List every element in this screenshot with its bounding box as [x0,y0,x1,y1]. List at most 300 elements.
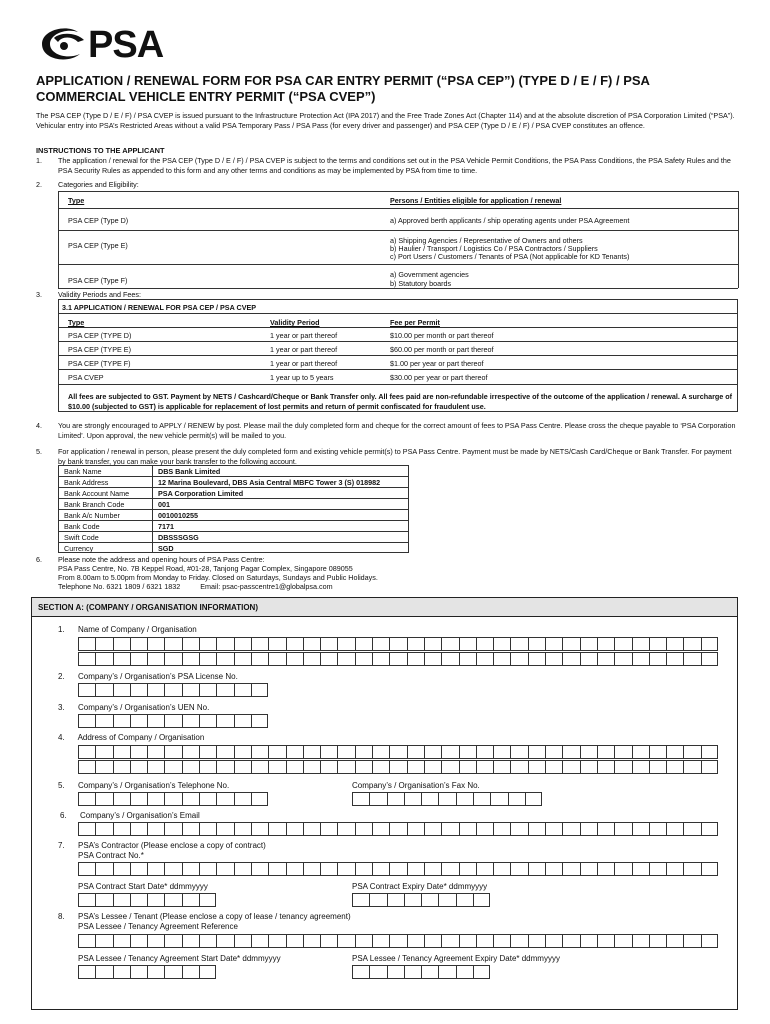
char-box[interactable] [649,745,666,759]
char-box[interactable] [216,745,233,759]
char-box[interactable] [182,822,199,836]
char-box[interactable] [130,714,147,728]
char-box[interactable] [182,652,199,666]
char-box[interactable] [352,792,369,806]
char-box[interactable] [441,822,458,836]
char-box[interactable] [580,862,597,876]
char-box[interactable] [199,714,216,728]
char-box[interactable] [147,683,164,697]
char-box[interactable] [649,652,666,666]
char-box[interactable] [369,792,386,806]
char-box[interactable] [320,934,337,948]
char-box[interactable] [286,652,303,666]
char-box[interactable] [199,683,216,697]
char-box[interactable] [234,637,251,651]
char-box[interactable] [438,965,455,979]
char-box[interactable] [303,934,320,948]
char-box[interactable] [493,760,510,774]
char-box[interactable] [164,822,181,836]
char-box[interactable] [182,714,199,728]
char-box[interactable] [528,760,545,774]
char-box[interactable] [164,862,181,876]
char-box[interactable] [387,792,404,806]
char-box[interactable] [562,760,579,774]
email-input[interactable] [78,822,718,836]
char-box[interactable] [473,792,490,806]
char-box[interactable] [251,683,268,697]
char-box[interactable] [95,934,112,948]
char-box[interactable] [182,760,199,774]
char-box[interactable] [234,822,251,836]
char-box[interactable] [632,637,649,651]
char-box[interactable] [510,822,527,836]
address-input-row-1[interactable] [78,745,718,759]
uen-no-input[interactable] [78,714,268,728]
char-box[interactable] [459,745,476,759]
char-box[interactable] [113,822,130,836]
char-box[interactable] [251,760,268,774]
char-box[interactable] [95,792,112,806]
char-box[interactable] [199,965,216,979]
char-box[interactable] [320,745,337,759]
char-box[interactable] [545,862,562,876]
char-box[interactable] [476,760,493,774]
char-box[interactable] [421,893,438,907]
char-box[interactable] [476,652,493,666]
char-box[interactable] [95,652,112,666]
char-box[interactable] [372,637,389,651]
lessee-expiry-input[interactable] [352,965,490,979]
char-box[interactable] [441,637,458,651]
char-box[interactable] [424,652,441,666]
char-box[interactable] [147,893,164,907]
char-box[interactable] [78,683,95,697]
char-box[interactable] [701,652,718,666]
char-box[interactable] [130,893,147,907]
char-box[interactable] [95,714,112,728]
char-box[interactable] [545,637,562,651]
char-box[interactable] [459,822,476,836]
char-box[interactable] [597,637,614,651]
char-box[interactable] [424,637,441,651]
char-box[interactable] [234,934,251,948]
char-box[interactable] [355,934,372,948]
char-box[interactable] [216,934,233,948]
char-box[interactable] [404,893,421,907]
char-box[interactable] [632,822,649,836]
char-box[interactable] [456,792,473,806]
char-box[interactable] [632,760,649,774]
char-box[interactable] [113,745,130,759]
char-box[interactable] [268,760,285,774]
char-box[interactable] [459,637,476,651]
char-box[interactable] [508,792,525,806]
char-box[interactable] [683,637,700,651]
char-box[interactable] [614,652,631,666]
char-box[interactable] [355,652,372,666]
char-box[interactable] [545,652,562,666]
char-box[interactable] [597,862,614,876]
char-box[interactable] [199,862,216,876]
char-box[interactable] [632,862,649,876]
char-box[interactable] [459,934,476,948]
char-box[interactable] [632,652,649,666]
char-box[interactable] [251,822,268,836]
char-box[interactable] [147,965,164,979]
char-box[interactable] [130,652,147,666]
char-box[interactable] [147,862,164,876]
char-box[interactable] [545,934,562,948]
char-box[interactable] [182,745,199,759]
char-box[interactable] [666,934,683,948]
char-box[interactable] [320,637,337,651]
char-box[interactable] [355,862,372,876]
char-box[interactable] [95,822,112,836]
char-box[interactable] [389,637,406,651]
char-box[interactable] [303,745,320,759]
char-box[interactable] [632,934,649,948]
char-box[interactable] [614,745,631,759]
char-box[interactable] [268,637,285,651]
char-box[interactable] [562,745,579,759]
char-box[interactable] [421,792,438,806]
char-box[interactable] [182,965,199,979]
char-box[interactable] [424,934,441,948]
char-box[interactable] [95,862,112,876]
char-box[interactable] [199,822,216,836]
char-box[interactable] [490,792,507,806]
char-box[interactable] [337,760,354,774]
char-box[interactable] [130,822,147,836]
char-box[interactable] [528,934,545,948]
char-box[interactable] [407,760,424,774]
char-box[interactable] [147,760,164,774]
char-box[interactable] [369,893,386,907]
char-box[interactable] [147,637,164,651]
char-box[interactable] [113,683,130,697]
char-box[interactable] [528,822,545,836]
char-box[interactable] [286,934,303,948]
lessee-start-input[interactable] [78,965,216,979]
char-box[interactable] [268,652,285,666]
char-box[interactable] [95,745,112,759]
char-box[interactable] [580,760,597,774]
char-box[interactable] [493,637,510,651]
char-box[interactable] [424,862,441,876]
char-box[interactable] [216,822,233,836]
char-box[interactable] [421,965,438,979]
char-box[interactable] [320,862,337,876]
char-box[interactable] [407,822,424,836]
char-box[interactable] [666,862,683,876]
char-box[interactable] [147,714,164,728]
char-box[interactable] [580,652,597,666]
char-box[interactable] [78,893,95,907]
char-box[interactable] [562,652,579,666]
char-box[interactable] [387,965,404,979]
char-box[interactable] [303,652,320,666]
char-box[interactable] [683,760,700,774]
char-box[interactable] [389,652,406,666]
char-box[interactable] [164,683,181,697]
char-box[interactable] [614,637,631,651]
char-box[interactable] [95,637,112,651]
char-box[interactable] [268,745,285,759]
char-box[interactable] [251,652,268,666]
char-box[interactable] [130,760,147,774]
char-box[interactable] [473,893,490,907]
char-box[interactable] [320,760,337,774]
char-box[interactable] [78,862,95,876]
char-box[interactable] [78,792,95,806]
char-box[interactable] [666,745,683,759]
char-box[interactable] [164,965,181,979]
char-box[interactable] [493,934,510,948]
char-box[interactable] [701,760,718,774]
address-input-row-2[interactable] [78,760,718,774]
char-box[interactable] [649,862,666,876]
char-box[interactable] [234,760,251,774]
char-box[interactable] [372,934,389,948]
char-box[interactable] [597,652,614,666]
char-box[interactable] [234,683,251,697]
company-name-input-row-2[interactable] [78,652,718,666]
char-box[interactable] [78,934,95,948]
char-box[interactable] [597,934,614,948]
char-box[interactable] [234,862,251,876]
char-box[interactable] [216,714,233,728]
char-box[interactable] [95,965,112,979]
char-box[interactable] [580,822,597,836]
char-box[interactable] [251,637,268,651]
char-box[interactable] [234,652,251,666]
char-box[interactable] [78,652,95,666]
char-box[interactable] [355,822,372,836]
char-box[interactable] [182,934,199,948]
char-box[interactable] [407,934,424,948]
char-box[interactable] [545,822,562,836]
char-box[interactable] [683,652,700,666]
char-box[interactable] [389,760,406,774]
char-box[interactable] [580,637,597,651]
char-box[interactable] [130,745,147,759]
contract-no-input[interactable] [78,862,718,876]
char-box[interactable] [372,652,389,666]
char-box[interactable] [701,822,718,836]
char-box[interactable] [369,965,386,979]
char-box[interactable] [441,760,458,774]
char-box[interactable] [562,934,579,948]
char-box[interactable] [597,745,614,759]
char-box[interactable] [164,714,181,728]
char-box[interactable] [441,934,458,948]
char-box[interactable] [389,822,406,836]
char-box[interactable] [510,652,527,666]
char-box[interactable] [164,745,181,759]
char-box[interactable] [649,637,666,651]
char-box[interactable] [404,792,421,806]
char-box[interactable] [424,760,441,774]
char-box[interactable] [199,934,216,948]
char-box[interactable] [562,862,579,876]
char-box[interactable] [286,760,303,774]
char-box[interactable] [580,745,597,759]
char-box[interactable] [545,760,562,774]
char-box[interactable] [268,862,285,876]
char-box[interactable] [476,934,493,948]
char-box[interactable] [303,637,320,651]
char-box[interactable] [199,760,216,774]
char-box[interactable] [632,745,649,759]
char-box[interactable] [268,822,285,836]
char-box[interactable] [251,714,268,728]
char-box[interactable] [337,637,354,651]
char-box[interactable] [372,822,389,836]
char-box[interactable] [389,745,406,759]
char-box[interactable] [303,760,320,774]
char-box[interactable] [614,822,631,836]
char-box[interactable] [130,792,147,806]
char-box[interactable] [78,822,95,836]
char-box[interactable] [286,862,303,876]
char-box[interactable] [78,637,95,651]
char-box[interactable] [182,893,199,907]
char-box[interactable] [683,934,700,948]
char-box[interactable] [251,792,268,806]
char-box[interactable] [234,745,251,759]
license-no-input[interactable] [78,683,268,697]
char-box[interactable] [130,683,147,697]
char-box[interactable] [147,822,164,836]
char-box[interactable] [476,822,493,836]
char-box[interactable] [441,862,458,876]
char-box[interactable] [216,760,233,774]
char-box[interactable] [701,745,718,759]
char-box[interactable] [320,822,337,836]
char-box[interactable] [372,745,389,759]
char-box[interactable] [510,745,527,759]
char-box[interactable] [476,745,493,759]
char-box[interactable] [701,934,718,948]
char-box[interactable] [199,652,216,666]
char-box[interactable] [407,862,424,876]
contract-expiry-input[interactable] [352,893,490,907]
char-box[interactable] [95,893,112,907]
char-box[interactable] [580,934,597,948]
char-box[interactable] [337,822,354,836]
char-box[interactable] [701,862,718,876]
char-box[interactable] [216,683,233,697]
char-box[interactable] [493,822,510,836]
char-box[interactable] [510,862,527,876]
char-box[interactable] [164,760,181,774]
char-box[interactable] [649,760,666,774]
char-box[interactable] [113,652,130,666]
char-box[interactable] [113,792,130,806]
char-box[interactable] [649,934,666,948]
char-box[interactable] [528,637,545,651]
char-box[interactable] [614,934,631,948]
char-box[interactable] [701,637,718,651]
char-box[interactable] [355,637,372,651]
char-box[interactable] [286,822,303,836]
char-box[interactable] [389,934,406,948]
char-box[interactable] [545,745,562,759]
char-box[interactable] [562,637,579,651]
char-box[interactable] [597,760,614,774]
char-box[interactable] [78,965,95,979]
char-box[interactable] [441,745,458,759]
char-box[interactable] [130,862,147,876]
char-box[interactable] [473,965,490,979]
char-box[interactable] [493,745,510,759]
char-box[interactable] [216,862,233,876]
char-box[interactable] [493,652,510,666]
char-box[interactable] [164,934,181,948]
char-box[interactable] [147,745,164,759]
char-box[interactable] [251,745,268,759]
char-box[interactable] [597,822,614,836]
char-box[interactable] [147,934,164,948]
char-box[interactable] [130,637,147,651]
company-name-input-row-1[interactable] [78,637,718,651]
char-box[interactable] [355,760,372,774]
char-box[interactable] [528,745,545,759]
char-box[interactable] [510,934,527,948]
char-box[interactable] [216,652,233,666]
char-box[interactable] [441,652,458,666]
char-box[interactable] [424,822,441,836]
char-box[interactable] [113,637,130,651]
char-box[interactable] [199,745,216,759]
telephone-input[interactable] [78,792,268,806]
char-box[interactable] [216,637,233,651]
char-box[interactable] [337,652,354,666]
char-box[interactable] [387,893,404,907]
char-box[interactable] [666,637,683,651]
char-box[interactable] [407,745,424,759]
char-box[interactable] [268,934,285,948]
char-box[interactable] [286,745,303,759]
char-box[interactable] [147,652,164,666]
char-box[interactable] [337,862,354,876]
char-box[interactable] [113,934,130,948]
char-box[interactable] [649,822,666,836]
char-box[interactable] [493,862,510,876]
char-box[interactable] [614,760,631,774]
char-box[interactable] [666,652,683,666]
char-box[interactable] [438,893,455,907]
char-box[interactable] [562,822,579,836]
char-box[interactable] [199,637,216,651]
char-box[interactable] [459,760,476,774]
char-box[interactable] [164,637,181,651]
char-box[interactable] [438,792,455,806]
char-box[interactable] [164,792,181,806]
char-box[interactable] [147,792,164,806]
char-box[interactable] [459,862,476,876]
char-box[interactable] [95,683,112,697]
char-box[interactable] [216,792,233,806]
char-box[interactable] [251,862,268,876]
char-box[interactable] [407,652,424,666]
char-box[interactable] [683,745,700,759]
char-box[interactable] [303,862,320,876]
char-box[interactable] [182,792,199,806]
char-box[interactable] [130,934,147,948]
lessee-reference-input[interactable] [78,934,718,948]
char-box[interactable] [459,652,476,666]
